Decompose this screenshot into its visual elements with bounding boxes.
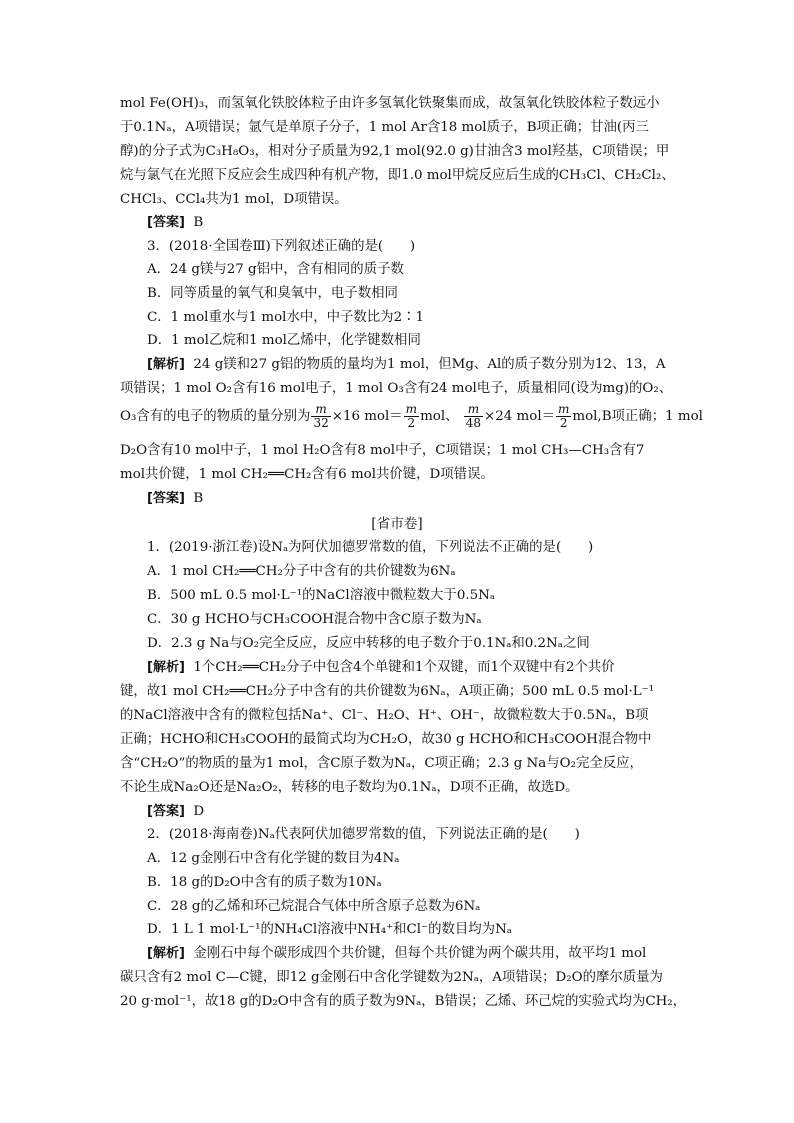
answer-value: B — [193, 491, 204, 506]
analysis-tag: [解析] — [147, 357, 185, 372]
option-line: B．18 g的D₂O中含有的质子数为10Nₐ — [147, 875, 382, 890]
fraction: $\frac{m}{32}$ — [313, 402, 329, 430]
analysis-tag: [解析] — [147, 946, 185, 961]
fraction: $\frac{m}{2}$ — [558, 402, 570, 430]
formula-line — [120, 402, 703, 436]
formula-text: O₃含有的电子的物质的量分别为 — [120, 409, 311, 424]
option-line: D．1 L 1 mol·L⁻¹的NH₄Cl溶液中NH₄⁺和Cl⁻的数目均为Nₐ — [147, 922, 512, 937]
option-line: D．1 mol乙烷和1 mol乙烯中，化学键数相同 — [147, 333, 421, 348]
answer-tag: [答案] — [147, 491, 185, 506]
analysis-text: 金刚石中每个碳形成四个共价键，但每个共价键为两个碳共用，故平均1 mol — [193, 946, 647, 961]
formula-text: ×16 mol＝ — [331, 409, 403, 424]
text-line: 的NaCl溶液中含有的微粒包括Na⁺、Cl⁻、H₂O、H⁺、OH⁻，故微粒数大于0.5Nₐ，B项 — [120, 708, 649, 723]
section-heading: [省市卷] — [371, 516, 423, 532]
analysis-line — [147, 658, 680, 678]
answer-line — [147, 489, 680, 509]
formula-text: ×24 mol＝ — [484, 409, 555, 424]
analysis-tag: [解析] — [147, 660, 185, 675]
option-line: C．30 g HCHO与CH₃COOH混合物中含C原子数为Nₐ — [147, 612, 482, 627]
text-line: 正确；HCHO和CH₃COOH的最简式均为CH₂O，故30 g HCHO和CH₃COOH混合物中 — [120, 732, 652, 747]
text-line: D₂O含有10 mol中子，1 mol H₂O含有8 mol中子，C项错误；1 mol CH₃—CH₃含有7 — [120, 443, 645, 458]
question-line: 3．(2018·全国卷Ⅲ)下列叙述正确的是( ) — [147, 239, 416, 254]
option-line: A．24 g镁与27 g铝中，含有相同的质子数 — [147, 262, 404, 277]
text-line: 项错误；1 mol O₂含有16 mol电子，1 mol O₃含有24 mol电子，质量相同(设为mg)的O₂、 — [120, 381, 673, 396]
formula-text: mol,B项正确；1 mol — [572, 409, 703, 424]
answer-line — [147, 802, 680, 822]
answer-tag: [答案] — [147, 215, 185, 230]
option-line: C．1 mol重水与1 mol水中，中子数比为2∶1 — [147, 310, 424, 325]
fraction: $\frac{m}{48}$ — [465, 402, 482, 430]
text-line: 不论生成Na₂O还是Na₂O₂，转移的电子数均为0.1Nₐ，D项不正确，故选D。 — [120, 780, 579, 795]
analysis-line — [147, 355, 680, 375]
text-line: 20 g·mol⁻¹，故18 g的D₂O中含有的质子数为9Nₐ，B错误；乙烯、环己烷的实验式均为CH₂， — [120, 994, 687, 1009]
question-line: 2．(2018·海南卷)Nₐ代表阿伏加德罗常数的值，下列说法正确的是( ) — [147, 827, 580, 842]
option-line: B．同等质量的氧气和臭氧中，电子数相同 — [147, 286, 398, 301]
text-line: 碳只含有2 mol C—C键，即12 g金刚石中含化学键数为2Nₐ，A项错误；D₂O的摩尔质量为 — [120, 970, 663, 985]
text-line: 醇)的分子式为C₃H₈O₃，相对分子质量为92,1 mol(92.0 g)甘油含3 mol羟基，C项错误；甲 — [120, 144, 670, 159]
option-line: A．1 mol CH₂══CH₂分子中含有的共价键数为6Nₐ — [147, 564, 456, 579]
option-line: D．2.3 g Na与O₂完全反应，反应中转移的电子数介于0.1Nₐ和0.2Nₐ之间 — [147, 636, 590, 651]
question-line: 1．(2019·浙江卷)设Nₐ为阿伏加德罗常数的值，下列说法不正确的是( ) — [147, 540, 594, 555]
text-line: 烷与氯气在光照下反应会生成四种有机产物，即1.0 mol甲烷反应后生成的CH₃Cl、CH₂Cl₂、 — [120, 168, 675, 183]
text-line: mol共价键，1 mol CH₂══CH₂含有6 mol共价键，D项错误。 — [120, 467, 494, 482]
answer-value: B — [193, 215, 204, 230]
text-line: CHCl₃、CCl₄共为1 mol，D项错误。 — [120, 192, 348, 207]
answer-value: D — [193, 804, 205, 819]
answer-tag: [答案] — [147, 804, 185, 819]
analysis-text: 1个CH₂══CH₂分子中包含4个单键和1个双键，而1个双键中有2个共价 — [193, 660, 615, 675]
answer-line — [147, 213, 680, 233]
option-line: C．28 g的乙烯和环己烷混合气体中所含原子总数为6Nₐ — [147, 899, 481, 914]
text-line: 含“CH₂O”的物质的量为1 mol，含C原子数为Nₐ，C项正确；2.3 g Na与O₂完全反应， — [120, 756, 643, 771]
formula-text: mol、 — [420, 409, 459, 424]
fraction: $\frac{m}{2}$ — [405, 402, 418, 430]
analysis-line — [147, 944, 680, 964]
text-line: mol Fe(OH)₃，而氢氧化铁胶体粒子由许多氢氧化铁聚集而成，故氢氧化铁胶体粒子数远小 — [120, 96, 660, 111]
analysis-text: 24 g镁和27 g铝的物质的量均为1 mol，但Mg、Al的质子数分别为12、13，A — [193, 357, 666, 372]
text-line: 键，故1 mol CH₂══CH₂分子中含有的共价键数为6Nₐ，A项正确；500 mL 0.5 mol·L⁻¹ — [120, 684, 655, 699]
text-line: 于0.1Nₐ，A项错误；氩气是单原子分子，1 mol Ar含18 mol质子，B项正确；甘油(丙三 — [120, 120, 649, 135]
option-line: A．12 g金刚石中含有化学键的数目为4Nₐ — [147, 851, 400, 866]
option-line: B．500 mL 0.5 mol·L⁻¹的NaCl溶液中微粒数大于0.5Nₐ — [147, 588, 495, 603]
